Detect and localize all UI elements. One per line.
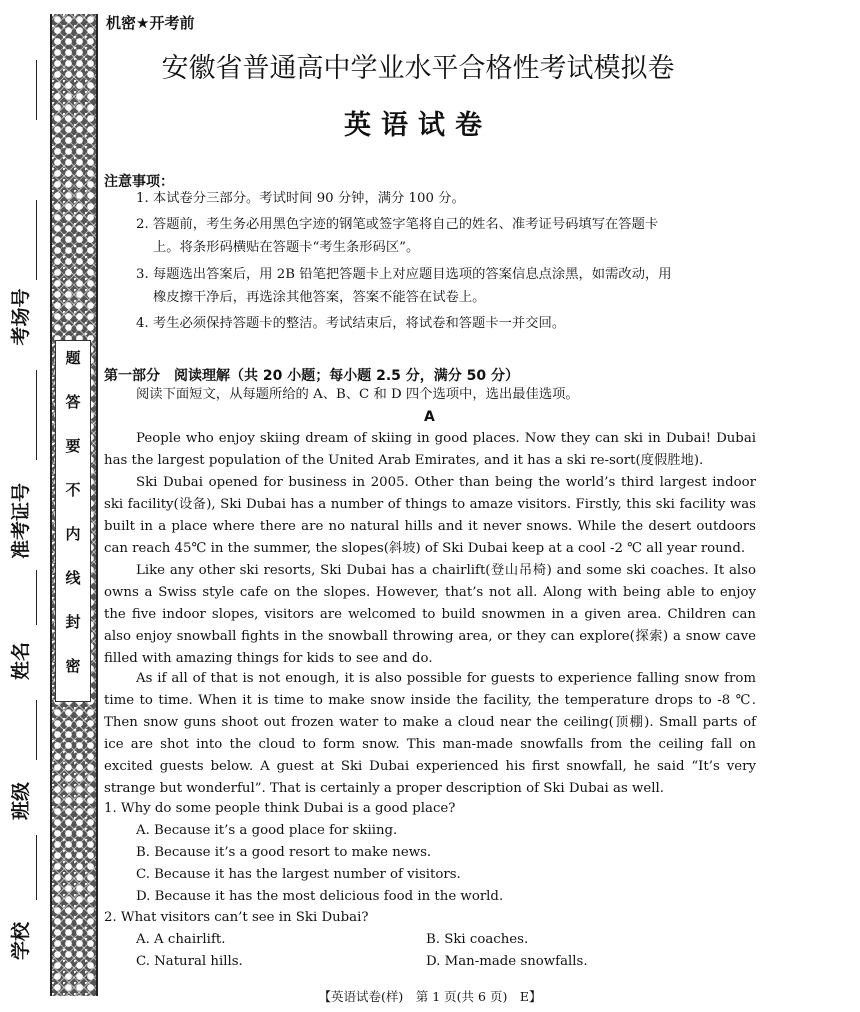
seal-line-box <box>55 340 91 702</box>
exam-room-line <box>36 200 37 280</box>
part-instruction: 阅读下面短文，从每题所给的 A、B、C 和 D 四个选项中，选出最佳选项。 <box>136 387 579 402</box>
passage-paragraph: People who enjoy skiing dream of skiing in good places. Now they can ski in Dubai! Dubai has the largest population of the United Arab Emirates, and it has a ski re-sort(度假胜地). <box>104 431 756 468</box>
notice-item: 3. 每题选出答案后，用 2B 铅笔把答题卡上对应题目选项的答案信息点涂黑，如需改动，用 <box>136 267 672 282</box>
notice-item-cont: 上。将条形码横贴在答题卡“考生条形码区”。 <box>153 240 420 255</box>
seal-char: 内 <box>65 525 81 543</box>
exam-subtitle: 英语试卷 <box>344 110 492 141</box>
seal-char: 题 <box>65 349 81 367</box>
seal-char: 封 <box>65 613 81 631</box>
question-option: C. Because it has the largest number of visitors. <box>136 867 461 882</box>
question-option: D. Man-made snowfalls. <box>426 954 588 969</box>
seal-char: 要 <box>65 437 81 455</box>
school-label: 学校 <box>10 922 32 961</box>
seat-number-line <box>36 60 37 120</box>
page-footer: 【英语试卷(样) 第 1 页(共 6 页) E】 <box>318 989 542 1004</box>
question-option: A. Because it’s a good place for skiing. <box>136 823 398 838</box>
question-option: B. Ski coaches. <box>426 932 529 947</box>
notice-item: 4. 考生必须保持答题卡的整洁。考试结束后，将试卷和答题卡一并交回。 <box>136 316 566 331</box>
class-label: 班级 <box>10 782 32 821</box>
part-heading: 第一部分 阅读理解（共 20 小题；每小题 2.5 分，满分 50 分） <box>104 368 520 384</box>
passage-paragraph: Like any other ski resorts, Ski Dubai has a chairlift(登山吊椅) and some ski coaches. It also owns a Swiss style cafe on the slopes. However, that’s not all. Along with being able to enjoy the five indoor slopes, visitors are welcomed to build snowmen in a given area. Children can also enjoy snowball fights in the snowball throwing area, or they can explore(探索) a snow cave filled with amazing things for kids to see and do. <box>104 563 756 666</box>
question-stem: 2. What visitors can’t see in Ski Dubai? <box>104 910 369 925</box>
passage-paragraph: As if all of that is not enough, it is also possible for guests to experience falling snow from time to time. When it is time to make snow inside the facility, the temperature drops to -8 ℃. Then snow guns shoot out frozen water to make a cloud near the ceiling(顶棚). Small parts of ice are shot into the cloud to form snow. This man-made snowfalls from the ceiling fall on excited guests below. A guest at Ski Dubai experienced his first snowfall, he said “It’s very strange but wonderful”. That is certainly a proper description of Ski Dubai as well. <box>104 671 756 796</box>
question-option: C. Natural hills. <box>136 954 243 969</box>
question-option: A. A chairlift. <box>136 932 226 947</box>
seal-char: 线 <box>65 569 81 587</box>
seal-char: 不 <box>65 481 81 499</box>
name-label: 姓名 <box>10 642 32 681</box>
notice-item: 1. 本试卷分三部分。考试时间 90 分钟，满分 100 分。 <box>136 191 465 206</box>
seal-char: 答 <box>65 393 81 411</box>
school-line <box>36 835 37 900</box>
notice-item-cont: 橡皮擦干净后，再选涂其他答案，答案不能答在试卷上。 <box>153 290 486 305</box>
question-option: D. Because it has the most delicious food in the world. <box>136 889 504 904</box>
class-line <box>36 700 37 760</box>
question-option: B. Because it’s a good resort to make news. <box>136 845 432 860</box>
notice-heading: 注意事项： <box>104 174 174 190</box>
exam-title: 安徽省普通高中学业水平合格性考试模拟卷 <box>161 53 675 84</box>
binding-strip <box>0 0 98 1012</box>
passage-paragraph: Ski Dubai opened for business in 2005. Other than being the world’s third largest indoor ski facility(设备), Ski Dubai has a number of things to amaze visitors. Firstly, this ski facility was built in a place where there are no natural hills and it never snows. While the desert outdoors can reach 45℃ in the summer, the slopes(斜坡) of Ski Dubai keep at a cool -2 ℃ all year round. <box>104 475 756 556</box>
question-stem: 1. Why do some people think Dubai is a good place? <box>104 801 456 816</box>
notice-item: 2. 答题前，考生务必用黑色字迹的钢笔或签字笔将自己的姓名、准考证号码填写在答题卡 <box>136 217 659 232</box>
exam-id-line <box>36 370 37 460</box>
exam-id-label: 准考证号 <box>10 483 32 560</box>
exam-room-label: 考场号 <box>10 288 32 346</box>
section-label: A <box>424 409 435 425</box>
confidential-mark: 机密★开考前 <box>106 14 195 32</box>
seal-char: 密 <box>65 657 81 675</box>
name-line <box>36 570 37 625</box>
